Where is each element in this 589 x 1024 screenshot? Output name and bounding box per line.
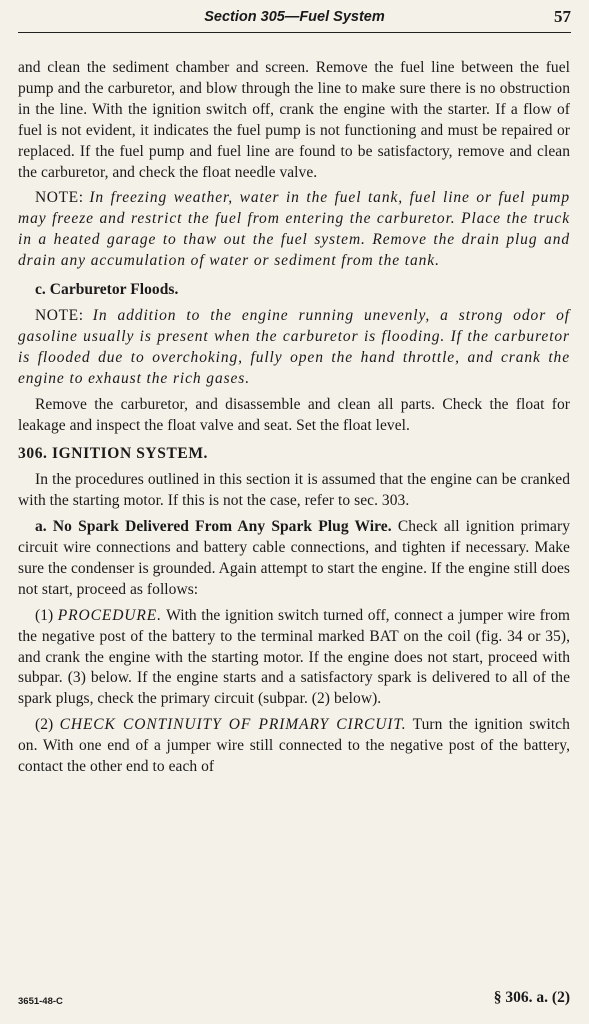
step-text: With the ignition switch turned off, connect a jumper wire from the negative post of the battery to the terminal marked BAT on the coil (fig. 34 or 35), and crank the engine with the starting motor. If the engine does not start, proceed with subpar. (3) below. If the engine starts and a satisfactory spark is delivered to all of the spark plugs, check the primary circuit (subpar. (2) below). (18, 606, 570, 708)
note-label: NOTE: (35, 189, 84, 207)
document-code: 3651-48-C (18, 996, 63, 1007)
page-number: 57 (554, 7, 571, 26)
page-header (18, 6, 571, 33)
subsection-a (18, 517, 570, 601)
subsection-c-heading: c. Carburetor Floods. (35, 281, 179, 299)
paragraph-procedures-intro: In the procedures outlined in this section it is assumed that the engine can be cranked with the starting motor. If this is not the case, refer to sec. 303. (18, 471, 570, 510)
step-number: (2) (35, 716, 54, 734)
page-footer (18, 987, 570, 1017)
note-text: In addition to the engine running unevenly, a strong odor of gasoline usually is present when the carburetor is flooding. If the carburetor is flooded due to overchoking, fully open the hand throttle, and crank the engine to exhaust the rich gases. (18, 306, 570, 387)
paragraph-intro: and clean the sediment chamber and screen. Remove the fuel line between the fuel pump and the carburetor, and blow through the line to make sure there is no obstruction in the line. With the ignition switch off, crank the engine with the starter. If a flow of fuel is not evident, it indicates the fuel pump is not functioning and must be repaired or replaced. If the fuel pump and fuel line are found to be satisfactory, remove and clean the carburetor, and check the float needle valve. (18, 59, 570, 181)
note-flooding (18, 306, 570, 390)
step-title: PROCEDURE. (57, 606, 162, 624)
subsection-a-heading: a. No Spark Delivered From Any Spark Plug Wire. (35, 518, 392, 536)
step-number: (1) (35, 606, 54, 624)
paragraph-remove-carburetor: Remove the carburetor, and disassemble and clean all parts. Check the float for leakage and inspect the float valve and seat. Set the float level. (18, 395, 570, 434)
page-body (18, 58, 570, 778)
note-label: NOTE: (35, 306, 84, 324)
step-1 (18, 606, 570, 711)
step-text: Turn the ignition switch on. With one end of a jumper wire still connected to the negative post of the battery, contact the other end to each of (18, 716, 570, 776)
section-306-heading: 306. IGNITION SYSTEM. (18, 445, 209, 463)
section-title: Section 305—Fuel System (204, 9, 385, 25)
note-text: In freezing weather, water in the fuel tank, fuel line or fuel pump may freeze and restrict the fuel from entering the carburetor. Place the truck in a heated garage to thaw out the fuel system. Remove the drain plug and drain any accumulation of water or sediment from the tank. (18, 189, 570, 270)
note-freezing (18, 188, 570, 272)
section-reference: § 306. a. (2) (493, 989, 570, 1006)
subsection-a-text: Check all ignition primary circuit wire connections and battery cable connections, and tighten if necessary. Make sure the condenser is grounded. Again attempt to start the engine. If the engine still does not start, proceed as follows: (18, 518, 570, 598)
step-title: CHECK CONTINUITY OF PRIMARY CIRCUIT. (59, 716, 407, 734)
step-2 (18, 715, 570, 778)
